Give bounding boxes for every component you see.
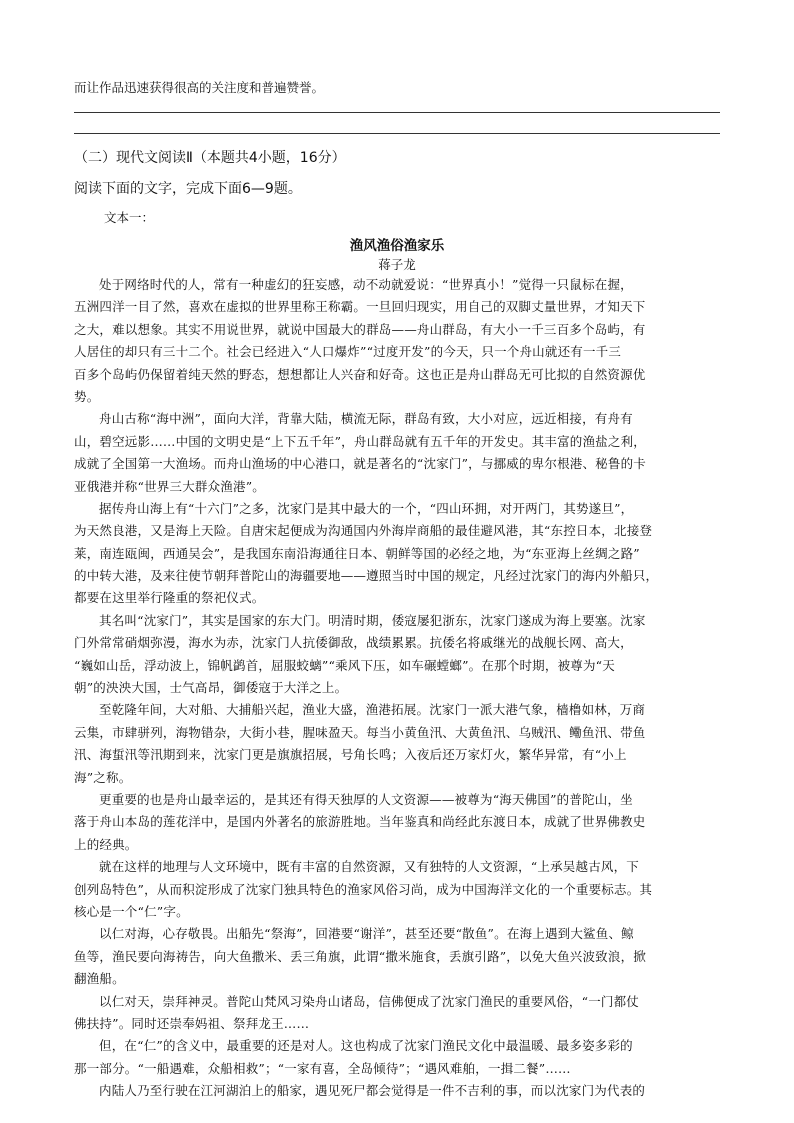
article-line: 佛扶持”。同时还崇奉妈祖、祭拜龙王…… — [74, 1015, 310, 1031]
article-line: 更重要的也是舟山最幸运的，是其还有得天独厚的人文资源——被尊为“海天佛国”的普陀山，坐 — [99, 791, 633, 807]
article-line: 处于网络时代的人，常有一种虚幻的狂妄感，动不动就爱说：“世界真小！”觉得一只鼠标在握， — [99, 277, 633, 292]
article-line: 莱，南连瓯闽，西通吴会”，是我国东南沿海通往日本、朝鲜等国的必经之地，为“东亚海上丝绸之路” — [74, 545, 640, 561]
article-line: 山，碧空远影……中国的文明史是“上下五千年”，舟山群岛就有五千年的开发史。其丰富的渔盐之利， — [74, 433, 646, 449]
article-line: 门外常常硝烟弥漫，海水为赤，沈家门人抗倭御敌，战绩累累。抗倭名将戚继光的战舰长网、高大， — [74, 635, 633, 651]
article-line: 核心是一个“仁”字。 — [74, 903, 189, 919]
article-line: 的中转大港，及来往使节朝拜普陀山的海疆要地——遵照当时中国的规定，凡经过沈家门的海内外船只， — [74, 568, 659, 584]
article-line: 以仁对天，崇拜神灵。普陀山梵风习染舟山诸岛，信佛便成了沈家门渔民的重要风俗，“一门都仗 — [99, 993, 639, 1009]
article-line: 汛、海蜇汛等汛期到来，沈家门更是旗旗招展，号角长鸣；入夜后还万家灯火，繁华异常，有“小上 — [74, 747, 627, 763]
answer-line-1 — [74, 112, 720, 113]
article-line: 但，在“仁”的含义中，最重要的还是对人。这也构成了沈家门渔民文化中最温暖、最多姿多彩的 — [99, 1038, 633, 1054]
article-line: 之大，难以想象。其实不用说世界，就说中国最大的群岛——舟山群岛，有大小一千三百多个岛屿，有 — [74, 321, 646, 337]
article-line: 成就了全国第一大渔场。而舟山渔场的中心港口，就是著名的“沈家门”，与挪威的卑尔根港、秘鲁的卡 — [74, 456, 646, 472]
section-heading: （二）现代文阅读Ⅱ（本题共4小题，16分） — [74, 150, 346, 166]
article-title: 渔风渔俗渔家乐 — [349, 238, 445, 254]
article-line: 其名叫“沈家门”，其实是国家的东大门。明清时期，倭寇屡犯浙东，沈家门遂成为海上要塞。沈家 — [99, 612, 646, 628]
article-line: 上的经典。 — [74, 836, 138, 852]
article-line: 翻渔船。 — [74, 971, 125, 987]
article-line: 落于舟山本岛的莲花洋中，是国内外著名的旅游胜地。当年鉴真和尚经此东渡日本，成就了世界佛教史 — [74, 814, 646, 830]
reading-instruction: 阅读下面的文字，完成下面6—9题。 — [74, 181, 302, 197]
article-line: 势。 — [74, 388, 100, 404]
article-line: 五洲四洋一目了然，喜欢在虚拟的世界里称王称霸。一旦回归现实，用自己的双脚丈量世界，才知天下 — [74, 299, 646, 315]
article-line: 就在这样的地理与人文环境中，既有丰富的自然资源，又有独特的人文资源，“上承吴越古风，下 — [99, 859, 639, 875]
article-line: 据传舟山海上有“十六门”之多，沈家门是其中最大的一个，“四山环拥，对开两门，其势遂旦”， — [99, 500, 634, 516]
article-line: 都要在这里举行隆重的祭祀仪式。 — [74, 590, 265, 606]
article-line: 鱼等，渔民要向海祷告，向大鱼撒米、丢三角旗，此谓“撒米施食，丢旗引路”，以免大鱼兴波致浪，掀 — [74, 948, 646, 964]
previous-passage-last-line: 而让作品迅速获得很高的关注度和普遍赞誉。 — [74, 80, 325, 95]
article-line: 朝”的泱泱大国，士气高昂，御倭寇于大洋之上。 — [74, 680, 348, 696]
article-line: 人居住的却只有三十二个。社会已经进入“人口爆炸”“过度开发”的今天，只一个舟山就还有一千三 — [74, 344, 622, 360]
article-line: “巍如山岳，浮动波上，锦帆鹢首，屈服蛟螭”“乘风下压，如车碾螳螂”。在那个时期，被尊为“天 — [74, 657, 615, 673]
article-line: 亚俄港并称“世界三大群众渔港”。 — [74, 478, 265, 494]
article-line: 至乾隆年间，大对船、大捕船兴起，渔业大盛，渔港拓展。沈家门一派大港气象，樯橹如林，万商 — [99, 702, 646, 718]
article-body — [74, 274, 720, 1102]
text-label: 文本一： — [104, 210, 155, 225]
article-author: 蒋子龙 — [378, 257, 416, 272]
article-line: 百多个岛屿仍保留着纯天然的野态，想想都让人兴奋和好奇。这也正是舟山群岛无可比拟的自然资源优 — [74, 366, 646, 382]
article-line: 云集，市肆骈列，海物错杂，大街小巷，腥味盈天。每当小黄鱼汛、大黄鱼汛、乌贼汛、鳓鱼汛、带鱼 — [74, 724, 646, 740]
article-line: 那一部分。“一船遇难，众船相救”；“一家有喜，全岛倾待”；“遇风难舶，一揖二餐”…… — [74, 1060, 571, 1076]
article-line: 创列岛特色”，从而积淀形成了沈家门独具特色的渔家风俗习尚，成为中国海洋文化的一个重要标志。其 — [74, 881, 653, 897]
article-line: 舟山古称“海中洲”，面向大洋，背靠大陆，横流无际，群岛有致，大小对应，远近相接，有舟有 — [99, 411, 633, 427]
article-line: 以仁对海，心存敬畏。出船先“祭海”，回港要“谢洋”，甚至还要“散鱼”。在海上遇到大鲨鱼、鲸 — [99, 926, 634, 942]
article-line: 海”之称。 — [74, 769, 132, 785]
answer-line-2 — [74, 133, 720, 134]
article-line: 内陆人乃至行驶在江河湖泊上的船家，遇见死尸都会觉得是一件不吉利的事，而以沈家门为代表的 — [99, 1083, 646, 1099]
article-line: 为天然良港，又是海上天险。自唐宋起便成为沟通国内外海岸商船的最佳避风港，其“东控日本，北接登 — [74, 523, 653, 539]
